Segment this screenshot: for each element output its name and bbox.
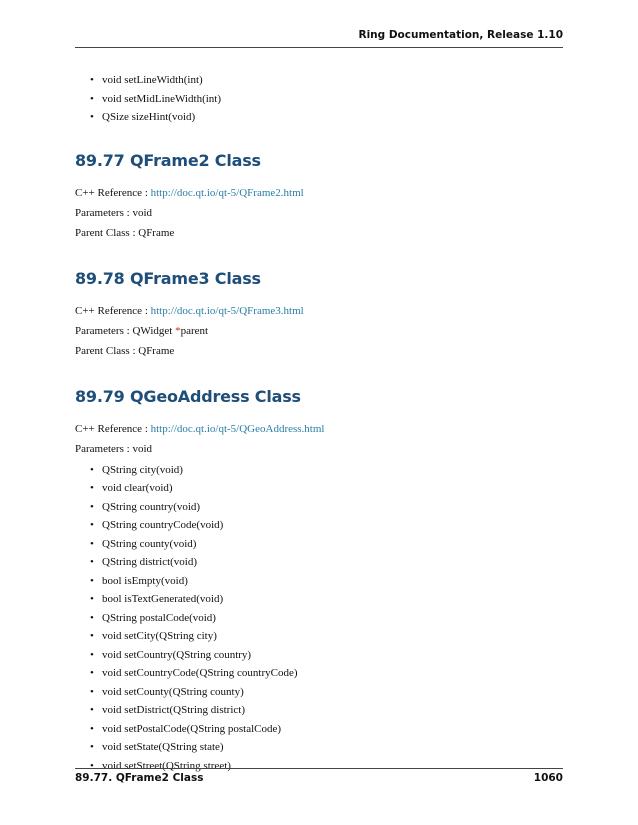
- parameters: Parameters : void: [75, 206, 152, 219]
- footer-rule: [75, 768, 563, 769]
- bullet-icon: •: [90, 500, 94, 513]
- bullet-icon: •: [90, 648, 94, 661]
- list-item: • void setState(QString state): [75, 738, 563, 757]
- list-item: • void setStreet(QString street): [75, 757, 563, 776]
- bullet-icon: •: [90, 92, 94, 105]
- section-qframe3: [75, 269, 563, 363]
- cpp-reference: C++ Reference : http://doc.qt.io/qt-5/QFrame3.html: [75, 304, 304, 317]
- page-content: [75, 71, 563, 775]
- list-item: • QString county(void): [75, 535, 563, 554]
- section-qframe2: [75, 151, 563, 245]
- section-heading: 89.78 QFrame3 Class: [75, 268, 261, 288]
- list-item: • QString postalCode(void): [75, 609, 563, 628]
- list-item: • void setCountryCode(QString countryCode): [75, 664, 563, 683]
- list-item: • void setCity(QString city): [75, 627, 563, 646]
- bullet-icon: •: [90, 556, 94, 568]
- section-qgeoaddress: [75, 387, 563, 776]
- parent-class: Parent Class : QFrame: [75, 226, 175, 239]
- bullet-icon: •: [90, 482, 94, 494]
- list-item: • QSize sizeHint(void): [75, 108, 563, 127]
- bullet-icon: •: [90, 685, 94, 698]
- pointer-asterisk: *: [175, 324, 181, 337]
- list-item: • void clear(void): [75, 479, 563, 498]
- bullet-icon: •: [90, 704, 94, 716]
- bullet-icon: •: [90, 463, 94, 476]
- bullet-icon: •: [90, 574, 94, 587]
- cpp-reference-link[interactable]: http://doc.qt.io/qt-5/QFrame2.html: [150, 186, 304, 199]
- running-header: Ring Documentation, Release 1.10: [358, 29, 563, 41]
- list-item: • QString city(void): [75, 461, 563, 480]
- cpp-reference: C++ Reference : http://doc.qt.io/qt-5/QGeoAddress.html: [75, 422, 325, 435]
- bullet-icon: •: [90, 611, 94, 624]
- parameters: Parameters : void: [75, 442, 152, 455]
- list-item: • void setLineWidth(int): [75, 71, 563, 90]
- list-item: • void setPostalCode(QString postalCode): [75, 720, 563, 739]
- bullet-icon: •: [90, 741, 94, 753]
- bullet-icon: •: [90, 759, 94, 772]
- top-method-list: [75, 71, 563, 127]
- section-heading: 89.77 QFrame2 Class: [75, 150, 261, 170]
- bullet-icon: •: [90, 667, 94, 679]
- list-item: • void setCounty(QString county): [75, 683, 563, 702]
- list-item: • void setMidLineWidth(int): [75, 90, 563, 109]
- bullet-icon: •: [90, 111, 94, 123]
- bullet-icon: •: [90, 519, 94, 531]
- bullet-icon: •: [90, 593, 94, 605]
- bullet-icon: •: [90, 630, 94, 642]
- footer-section-title: 89.77. QFrame2 Class: [75, 772, 204, 784]
- list-item: • QString countryCode(void): [75, 516, 563, 535]
- bullet-icon: •: [90, 537, 94, 550]
- cpp-reference-link[interactable]: http://doc.qt.io/qt-5/QGeoAddress.html: [150, 422, 325, 435]
- list-item: • bool isTextGenerated(void): [75, 590, 563, 609]
- list-item: • void setCountry(QString country): [75, 646, 563, 665]
- bullet-icon: •: [90, 74, 94, 86]
- header-rule: [75, 47, 563, 48]
- section-heading: 89.79 QGeoAddress Class: [75, 386, 301, 406]
- cpp-reference: C++ Reference : http://doc.qt.io/qt-5/QFrame2.html: [75, 186, 304, 199]
- list-item: • bool isEmpty(void): [75, 572, 563, 591]
- list-item: • QString country(void): [75, 498, 563, 517]
- bullet-icon: •: [90, 722, 94, 735]
- list-item: • QString district(void): [75, 553, 563, 572]
- parameters: Parameters : QWidget *parent: [75, 324, 209, 337]
- cpp-reference-link[interactable]: http://doc.qt.io/qt-5/QFrame3.html: [150, 304, 304, 317]
- list-item: • void setDistrict(QString district): [75, 701, 563, 720]
- parent-class: Parent Class : QFrame: [75, 344, 175, 357]
- method-list: [75, 461, 563, 776]
- page-number: 1060: [533, 772, 563, 784]
